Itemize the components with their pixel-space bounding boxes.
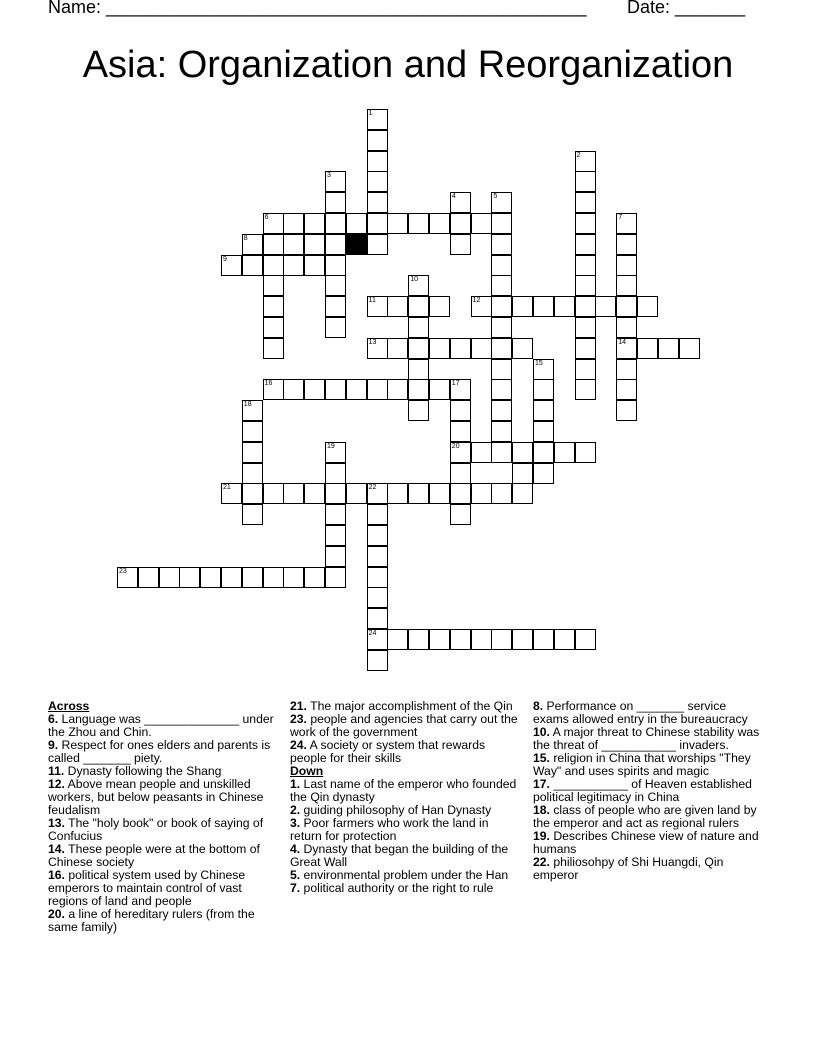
grid-cell[interactable] [408, 483, 429, 504]
down-clues-part-1 [290, 778, 522, 895]
clue-number: 5. [290, 868, 301, 882]
grid-cell[interactable] [283, 234, 304, 255]
grid-cell[interactable] [408, 400, 429, 421]
grid-cell[interactable] [325, 171, 346, 192]
clue-number: 10 [410, 276, 418, 284]
clue-number: 3 [327, 172, 331, 180]
down-clue [533, 830, 765, 856]
grid-cell[interactable] [491, 317, 512, 338]
clue-number: 4. [290, 842, 301, 856]
grid-cell[interactable] [263, 317, 284, 338]
grid-cell[interactable] [325, 296, 346, 317]
grid-cell[interactable] [242, 504, 263, 525]
grid-cell[interactable] [450, 504, 471, 525]
black-square [346, 234, 367, 255]
grid-cell[interactable] [575, 359, 596, 380]
clue-number: 23. [290, 712, 307, 726]
grid-cell[interactable] [491, 192, 512, 213]
grid-cell[interactable] [242, 442, 263, 463]
grid-cell[interactable] [283, 379, 304, 400]
grid-cell[interactable] [429, 213, 450, 234]
grid-cell[interactable] [263, 483, 284, 504]
grid-cell[interactable] [616, 255, 637, 276]
across-clue [48, 778, 280, 817]
grid-cell[interactable] [179, 567, 200, 588]
grid-cell[interactable] [367, 109, 388, 130]
grid-cell[interactable] [637, 338, 658, 359]
clue-number: 24. [290, 738, 307, 752]
grid-cell[interactable] [304, 379, 325, 400]
clue-text: political authority or the right to rule [300, 881, 494, 895]
grid-cell[interactable] [512, 629, 533, 650]
grid-cell[interactable] [679, 338, 700, 359]
clue-number: 18. [533, 803, 550, 817]
grid-cell[interactable] [304, 483, 325, 504]
grid-cell[interactable] [387, 379, 408, 400]
grid-cell[interactable] [200, 567, 221, 588]
grid-cell[interactable] [325, 255, 346, 276]
grid-cell[interactable] [221, 483, 242, 504]
clue-text: Dynasty following the Shang [64, 764, 222, 778]
clue-number: 13 [368, 338, 377, 346]
grid-cell[interactable] [491, 483, 512, 504]
clue-number: 15. [533, 751, 550, 765]
grid-cell[interactable] [575, 629, 596, 650]
grid-cell[interactable] [491, 379, 512, 400]
grid-cell[interactable] [554, 442, 575, 463]
clue-number: 15 [535, 359, 543, 367]
grid-cell[interactable] [263, 338, 284, 359]
grid-cell[interactable] [408, 213, 429, 234]
grid-cell[interactable] [346, 483, 367, 504]
grid-cell[interactable] [283, 255, 304, 276]
clue-number: 5 [493, 193, 498, 201]
grid-cell[interactable] [616, 234, 637, 255]
grid-cell[interactable] [575, 192, 596, 213]
grid-cell[interactable] [325, 567, 346, 588]
down-clue [533, 804, 765, 830]
down-clue [533, 700, 765, 726]
grid-cell[interactable] [304, 567, 325, 588]
clue-text: Respect for ones elders and parents is called _______ piety. [48, 738, 271, 765]
grid-cell[interactable] [471, 296, 492, 317]
across-clue [48, 739, 280, 765]
clue-text: Language was ______________ under the Zhou and Chin. [48, 712, 274, 739]
grid-cell[interactable] [367, 338, 388, 359]
grid-cell[interactable] [283, 567, 304, 588]
grid-cell[interactable] [367, 546, 388, 567]
clue-number: 12. [48, 777, 65, 791]
clue-number: 20 [451, 442, 460, 450]
clue-number: 19. [533, 829, 550, 843]
grid-cell[interactable] [491, 296, 512, 317]
page-title: Asia: Organization and Reorganization [82, 44, 734, 86]
grid-cell[interactable] [159, 567, 180, 588]
grid-cell[interactable] [367, 213, 388, 234]
grid-cell[interactable] [533, 629, 554, 650]
clue-number: 2. [290, 803, 301, 817]
clue-number: 7. [290, 881, 301, 895]
grid-cell[interactable] [450, 483, 471, 504]
down-clue [533, 778, 765, 804]
grid-cell[interactable] [221, 255, 242, 276]
grid-cell[interactable] [450, 442, 471, 463]
grid-cell[interactable] [325, 483, 346, 504]
grid-cell[interactable] [533, 463, 554, 484]
grid-cell[interactable] [325, 463, 346, 484]
across-clue [48, 869, 280, 908]
grid-cell[interactable] [367, 234, 388, 255]
grid-cell[interactable] [450, 213, 471, 234]
grid-cell[interactable] [512, 296, 533, 317]
grid-cell[interactable] [575, 171, 596, 192]
grid-cell[interactable] [575, 379, 596, 400]
grid-cell[interactable] [491, 255, 512, 276]
grid-cell[interactable] [263, 379, 284, 400]
clue-number: 11. [48, 764, 65, 778]
grid-cell[interactable] [533, 379, 554, 400]
grid-cell[interactable] [512, 483, 533, 504]
grid-cell[interactable] [471, 442, 492, 463]
grid-cell[interactable] [450, 338, 471, 359]
down-clue [533, 726, 765, 752]
clue-number: 9 [223, 255, 227, 263]
grid-cell[interactable] [346, 213, 367, 234]
clue-text: environmental problem under the Han [300, 868, 509, 882]
clue-text: class of people who are given land by the emperor and act as regional rulers [533, 803, 757, 830]
grid-cell[interactable] [325, 275, 346, 296]
clue-number: 13. [48, 816, 65, 830]
grid-cell[interactable] [491, 213, 512, 234]
grid-cell[interactable] [304, 255, 325, 276]
grid-cell[interactable] [429, 296, 450, 317]
across-clue [290, 739, 522, 765]
grid-cell[interactable] [408, 629, 429, 650]
clue-number: 16. [48, 868, 65, 882]
grid-cell[interactable] [575, 234, 596, 255]
clue-number: 16 [264, 380, 273, 388]
grid-cell[interactable] [471, 629, 492, 650]
clue-text: A major threat to Chinese stability was the threat of ___________ invaders. [533, 725, 760, 752]
grid-cell[interactable] [367, 130, 388, 151]
grid-cell[interactable] [325, 546, 346, 567]
clue-text: A society or system that rewards people for their skills [290, 738, 486, 765]
grid-cell[interactable] [408, 338, 429, 359]
grid-cell[interactable] [408, 379, 429, 400]
grid-cell[interactable] [242, 567, 263, 588]
grid-cell[interactable] [408, 296, 429, 317]
grid-cell[interactable] [367, 650, 388, 671]
grid-cell[interactable] [138, 567, 159, 588]
clue-column-3 [533, 700, 765, 882]
grid-cell[interactable] [242, 421, 263, 442]
grid-cell[interactable] [512, 463, 533, 484]
across-clue [290, 713, 522, 739]
clue-text: The "holy book" or book of saying of Confucius [48, 816, 264, 843]
clue-number: 23 [119, 567, 127, 575]
grid-cell[interactable] [367, 608, 388, 629]
grid-cell[interactable] [117, 567, 138, 588]
down-clue [290, 843, 522, 869]
grid-cell[interactable] [471, 213, 492, 234]
clue-number: 24 [368, 630, 377, 637]
clue-text: political system used by Chinese emperors to maintain control of vast regions of land and people [48, 868, 246, 908]
grid-cell[interactable] [325, 379, 346, 400]
grid-cell[interactable] [595, 296, 616, 317]
across-heading: Across [48, 699, 90, 713]
grid-cell[interactable] [346, 379, 367, 400]
clue-number: 4 [451, 193, 456, 201]
grid-cell[interactable] [575, 317, 596, 338]
clue-number: 21. [290, 699, 307, 713]
clue-number: 14 [618, 338, 626, 346]
grid-cell[interactable] [242, 483, 263, 504]
grid-cell[interactable] [450, 421, 471, 442]
grid-cell[interactable] [491, 421, 512, 442]
grid-cell[interactable] [554, 296, 575, 317]
date-field-label: Date: _______ [627, 0, 746, 17]
clue-number: 6 [264, 214, 269, 221]
down-clue [533, 752, 765, 778]
grid-cell[interactable] [512, 442, 533, 463]
grid-cell[interactable] [450, 400, 471, 421]
grid-cell[interactable] [616, 317, 637, 338]
grid-cell[interactable] [575, 338, 596, 359]
grid-cell[interactable] [616, 379, 637, 400]
clue-number: 1. [290, 777, 301, 791]
clue-number: 6. [48, 712, 59, 726]
grid-cell[interactable] [242, 400, 263, 421]
clue-number: 22. [533, 855, 550, 869]
clue-column-1 [48, 700, 280, 934]
clue-text: Last name of the emperor who founded the Qin dynasty [290, 777, 517, 804]
across-clue [48, 843, 280, 869]
grid-cell[interactable] [491, 275, 512, 296]
clue-text: ___________ of Heaven established political legitimacy in China [533, 777, 752, 804]
clue-text: religion in China that worships "They Way" and uses spirits and magic [533, 751, 751, 778]
clue-text: philiosohpy of Shi Huangdi, Qin emperor [533, 855, 724, 882]
grid-cell[interactable] [616, 275, 637, 296]
grid-cell[interactable] [283, 213, 304, 234]
clue-number: 7 [618, 214, 623, 221]
grid-cell[interactable] [616, 359, 637, 380]
down-clue [533, 856, 765, 882]
clue-number: 3. [290, 816, 301, 830]
clue-number: 14. [48, 842, 65, 856]
grid-cell[interactable] [263, 213, 284, 234]
grid-cell[interactable] [325, 192, 346, 213]
clue-number: 17. [533, 777, 550, 791]
grid-cell[interactable] [533, 421, 554, 442]
grid-cell[interactable] [325, 317, 346, 338]
clue-number: 20. [48, 907, 65, 921]
across-clues-part-2 [290, 700, 522, 765]
grid-cell[interactable] [616, 338, 637, 359]
grid-cell[interactable] [283, 483, 304, 504]
grid-cell[interactable] [450, 192, 471, 213]
grid-cell[interactable] [325, 504, 346, 525]
grid-cell[interactable] [533, 296, 554, 317]
name-field-label: Name: ________________________________________________ [48, 0, 587, 17]
clue-number: 22 [368, 484, 377, 492]
grid-cell[interactable] [325, 442, 346, 463]
down-heading: Down [290, 764, 324, 778]
grid-cell[interactable] [429, 379, 450, 400]
grid-cell[interactable] [491, 400, 512, 421]
grid-cell[interactable] [616, 400, 637, 421]
grid-cell[interactable] [554, 629, 575, 650]
grid-cell[interactable] [263, 275, 284, 296]
grid-cell[interactable] [387, 213, 408, 234]
grid-cell[interactable] [450, 234, 471, 255]
clue-number: 1 [368, 110, 373, 117]
grid-cell[interactable] [491, 359, 512, 380]
grid-cell[interactable] [263, 567, 284, 588]
down-clue [290, 817, 522, 843]
grid-cell[interactable] [263, 255, 284, 276]
down-clues-part-2 [533, 700, 765, 882]
clue-text: Describes Chinese view of nature and humans [533, 829, 759, 856]
grid-cell[interactable] [450, 379, 471, 400]
grid-cell[interactable] [491, 234, 512, 255]
clue-number: 9. [48, 738, 59, 752]
grid-cell[interactable] [408, 359, 429, 380]
grid-cell[interactable] [325, 525, 346, 546]
grid-cell[interactable] [575, 213, 596, 234]
grid-cell[interactable] [491, 338, 512, 359]
across-clue [48, 908, 280, 934]
clue-text: The major accomplishment of the Qin [306, 699, 513, 713]
clue-number: 10. [533, 725, 550, 739]
grid-cell[interactable] [242, 234, 263, 255]
grid-cell[interactable] [367, 296, 388, 317]
grid-cell[interactable] [575, 296, 596, 317]
grid-cell[interactable] [242, 255, 263, 276]
clue-text: people and agencies that carry out the work of the government [290, 712, 518, 739]
clue-number: 19 [327, 442, 335, 450]
grid-cell[interactable] [367, 379, 388, 400]
grid-cell[interactable] [367, 151, 388, 172]
grid-cell[interactable] [408, 317, 429, 338]
grid-cell[interactable] [575, 275, 596, 296]
grid-cell[interactable] [491, 442, 512, 463]
grid-cell[interactable] [429, 483, 450, 504]
clue-column-2 [290, 700, 522, 895]
grid-cell[interactable] [387, 629, 408, 650]
grid-cell[interactable] [533, 359, 554, 380]
down-clue [290, 778, 522, 804]
across-clue [48, 817, 280, 843]
clue-text: guiding philosophy of Han Dynasty [300, 803, 492, 817]
grid-cell[interactable] [450, 463, 471, 484]
grid-cell[interactable] [575, 442, 596, 463]
grid-cell[interactable] [221, 567, 242, 588]
grid-cell[interactable] [367, 525, 388, 546]
grid-cell[interactable] [263, 234, 284, 255]
grid-cell[interactable] [367, 504, 388, 525]
down-clue [290, 882, 522, 895]
clue-number: 8. [533, 699, 544, 713]
grid-cell[interactable] [387, 483, 408, 504]
grid-cell[interactable] [512, 338, 533, 359]
grid-cell[interactable] [408, 275, 429, 296]
clue-number: 8 [243, 234, 248, 242]
grid-cell[interactable] [575, 255, 596, 276]
grid-cell[interactable] [616, 213, 637, 234]
grid-cell[interactable] [471, 483, 492, 504]
grid-cell[interactable] [533, 442, 554, 463]
clue-number: 12 [472, 297, 481, 305]
grid-cell[interactable] [325, 234, 346, 255]
grid-cell[interactable] [367, 587, 388, 608]
grid-cell[interactable] [242, 463, 263, 484]
across-clue [48, 713, 280, 739]
grid-cell[interactable] [575, 151, 596, 172]
clue-number: 2 [576, 151, 581, 159]
grid-cell[interactable] [387, 338, 408, 359]
grid-cell[interactable] [429, 338, 450, 359]
clue-text: Poor farmers who work the land in return for protection [290, 816, 489, 843]
clue-number: 18 [243, 401, 252, 409]
clue-text: These people were at the bottom of Chinese society [48, 842, 260, 869]
across-clues-part-1 [48, 713, 280, 934]
grid-cell[interactable] [658, 338, 679, 359]
grid-cell[interactable] [325, 213, 346, 234]
grid-cell[interactable] [304, 234, 325, 255]
clue-number: 11 [368, 297, 376, 305]
clue-text: a line of hereditary rulers (from the same family) [48, 907, 255, 934]
grid-cell[interactable] [367, 483, 388, 504]
grid-cell[interactable] [637, 296, 658, 317]
grid-cell[interactable] [304, 213, 325, 234]
grid-cell[interactable] [263, 296, 284, 317]
grid-cell[interactable] [367, 192, 388, 213]
grid-cell[interactable] [491, 629, 512, 650]
grid-cell[interactable] [450, 629, 471, 650]
clue-text: Above mean people and unskilled workers, but below peasants in Chinese feudalism [48, 777, 264, 817]
clue-text: Dynasty that began the building of the Great Wall [290, 842, 509, 869]
grid-cell[interactable] [367, 171, 388, 192]
grid-cell[interactable] [616, 296, 637, 317]
grid-cell[interactable] [387, 296, 408, 317]
clue-number: 21 [223, 484, 231, 492]
grid-cell[interactable] [471, 338, 492, 359]
grid-cell[interactable] [367, 629, 388, 650]
clue-number: 17 [451, 380, 460, 388]
clue-text: Performance on _______ service exams allowed entry in the bureaucracy [533, 699, 748, 726]
grid-cell[interactable] [429, 629, 450, 650]
grid-cell[interactable] [533, 400, 554, 421]
grid-cell[interactable] [367, 567, 388, 588]
